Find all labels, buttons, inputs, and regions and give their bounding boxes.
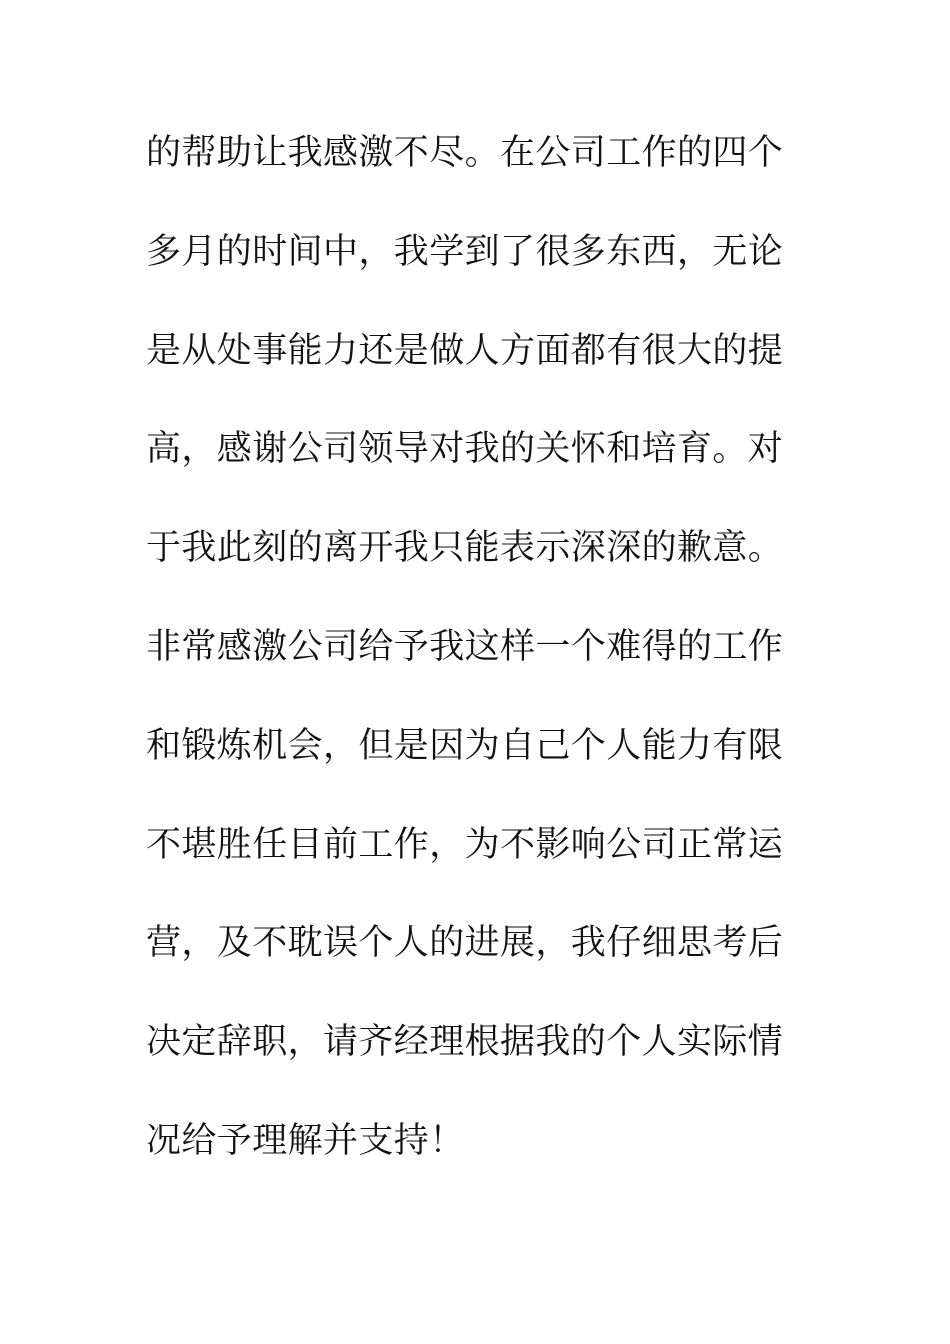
text-line: 是从处事能力还是做人方面都有很大的提 (146, 330, 784, 371)
body-text (146, 128, 786, 1215)
text-line: 于我此刻的离开我只能表示深深的歉意。 (146, 528, 784, 569)
text-line: 多月的时间中，我学到了很多东西，无论 (146, 231, 784, 272)
text-line: 高，感谢公司领导对我的关怀和培育。对 (146, 429, 784, 470)
text-line: 的帮助让我感激不尽。在公司工作的四个 (146, 133, 784, 173)
text-line: 营，及不耽误个人的进展，我仔细思考后 (146, 923, 784, 964)
text-line: 不堪胜任目前工作，为不影响公司正常运 (146, 824, 784, 865)
text-line: 况给予理解并支持！ (146, 1120, 465, 1161)
text-line: 非常感激公司给予我这样一个难得的工作 (146, 626, 784, 667)
text-line: 决定辞职，请齐经理根据我的个人实际情 (146, 1022, 784, 1063)
text-line: 和锻炼机会，但是因为自己个人能力有限 (146, 725, 784, 766)
